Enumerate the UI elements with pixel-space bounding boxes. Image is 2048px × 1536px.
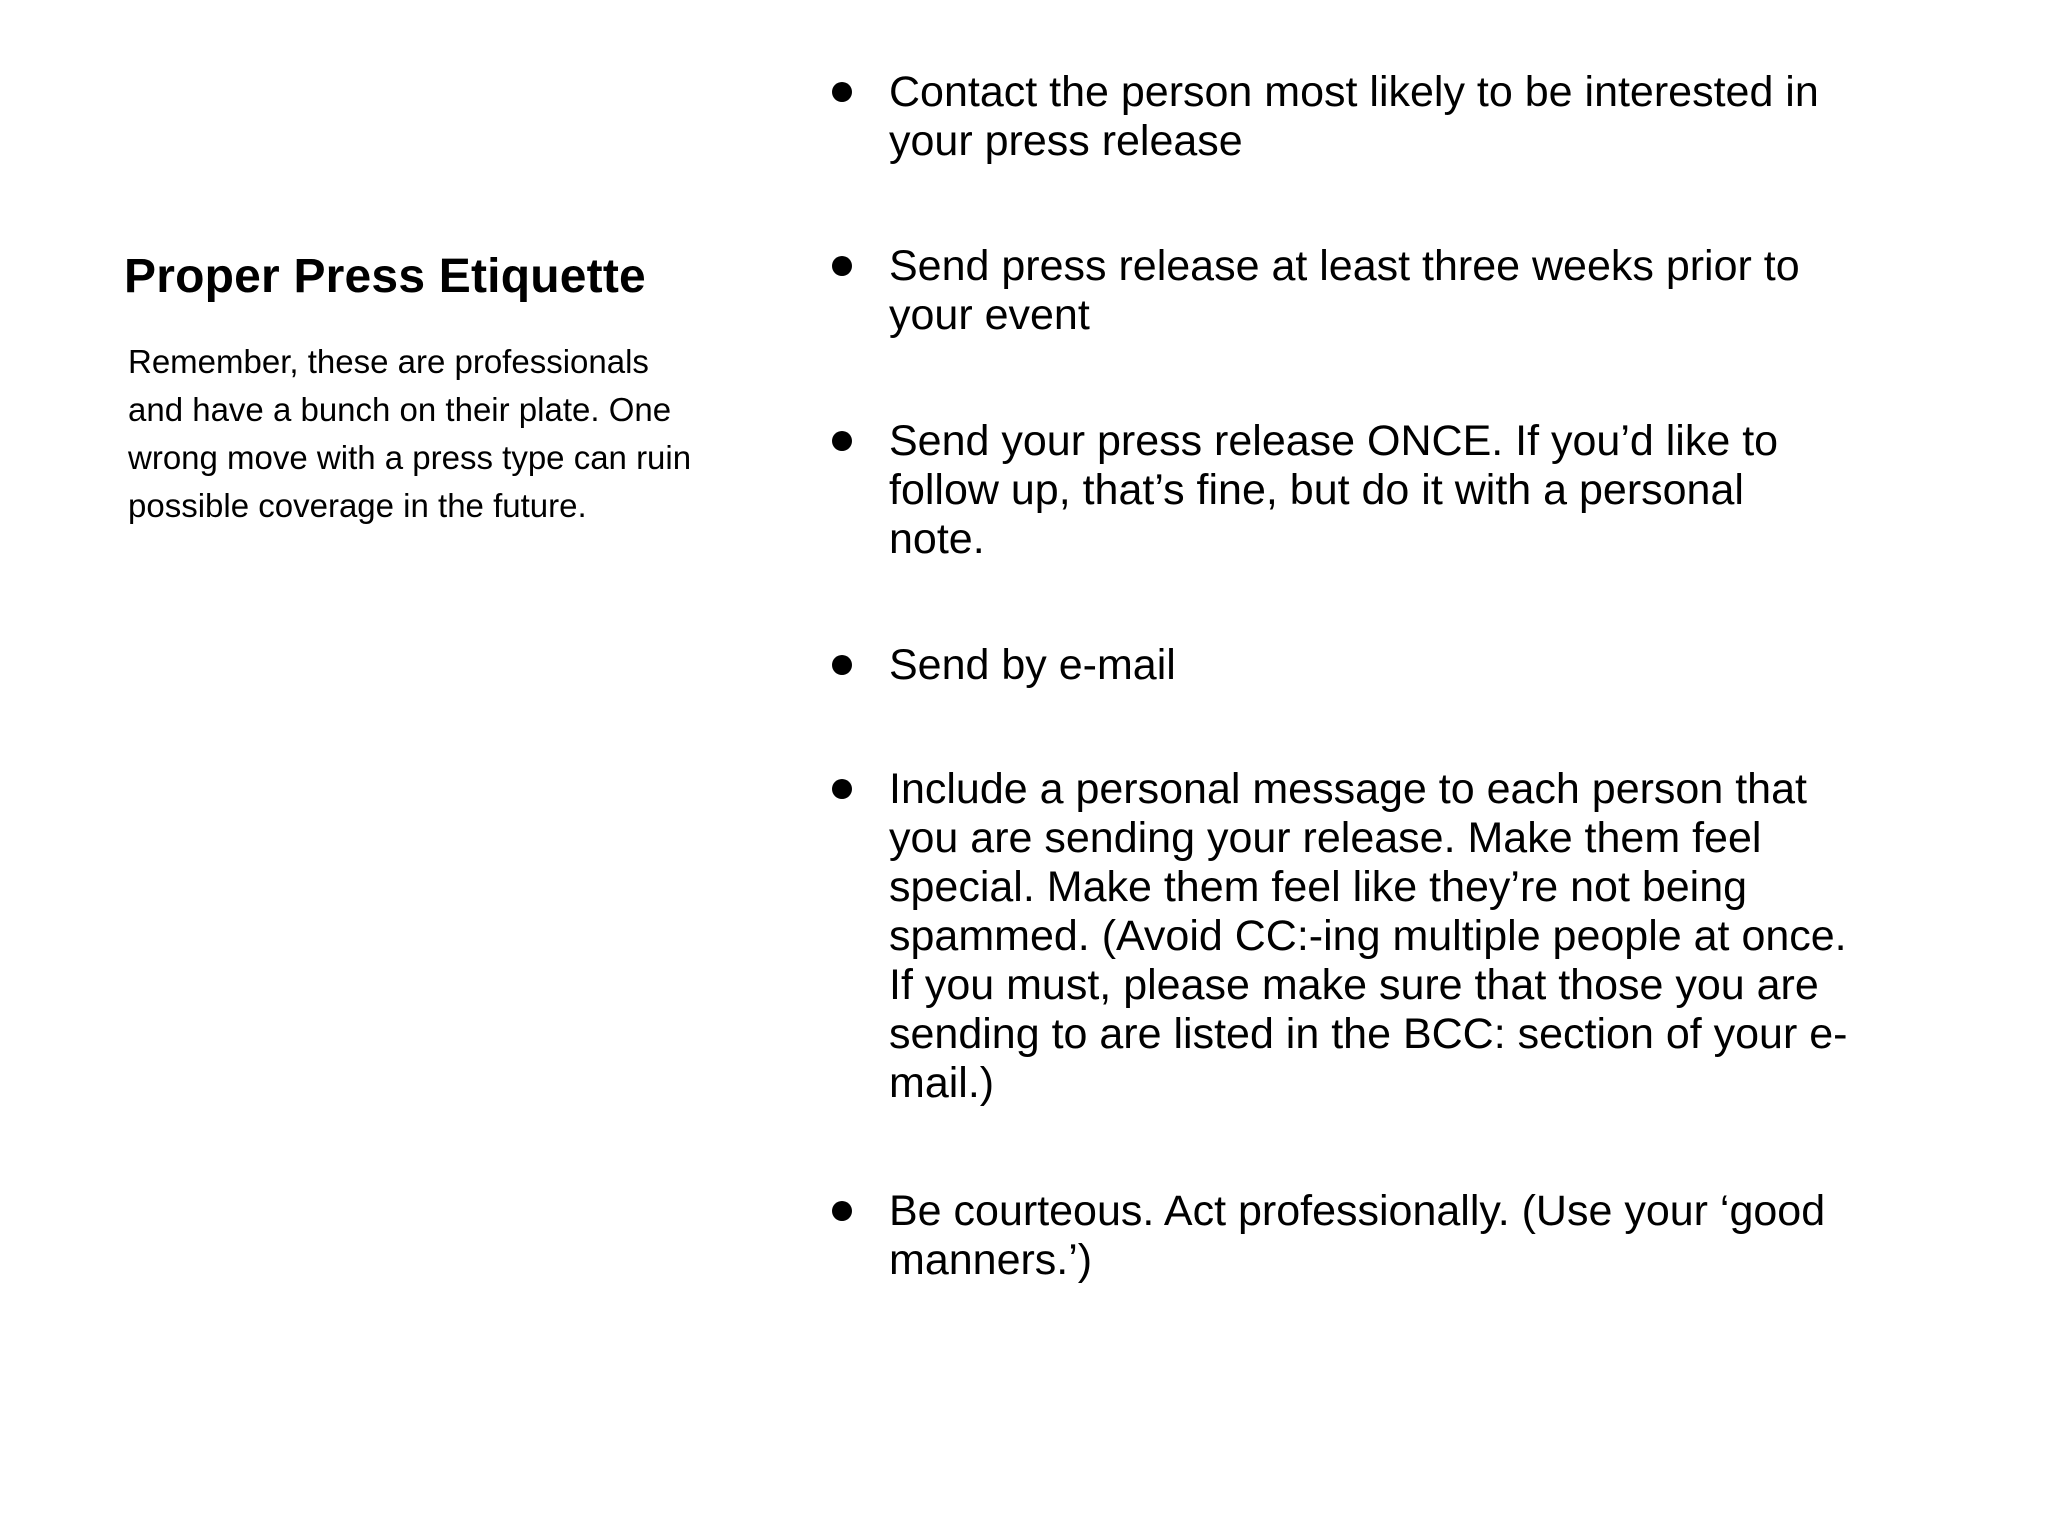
bullet-text: Send by e-mail — [889, 641, 1176, 689]
bullet-text: Be courteous. Act professionally. (Use your ‘good manners.’) — [889, 1187, 1826, 1284]
bullet-text: Contact the person most likely to be interested in your press release — [889, 68, 1819, 165]
bullet-dot-icon — [832, 431, 852, 451]
bullet-dot-icon — [832, 82, 852, 102]
bullet-dot-icon — [832, 779, 852, 799]
bullet-text: Send your press release ONCE. If you’d like to follow up, that’s fine, but do it with a personal note. — [889, 417, 1779, 563]
bullet-dot-icon — [832, 256, 852, 276]
bullet-text: Include a personal message to each person that you are sending your release. Make them feel special. Make them feel like they’re not being spammed. (Avoid CC:-ing multiple people at once. If you must, please make sure that those you are sending to are listed in the BCC: section of your e- mail.) — [889, 765, 1848, 1107]
bullet-dot-icon — [832, 655, 852, 675]
slide-subtitle: Remember, these are professionals and have a bunch on their plate. One wrong move with a press type can ruin possible coverage in the future. — [128, 343, 692, 524]
slide-title: Proper Press Etiquette — [124, 250, 646, 303]
bullet-text: Send press release at least three weeks prior to your event — [889, 242, 1800, 339]
bullet-dot-icon — [832, 1201, 852, 1221]
